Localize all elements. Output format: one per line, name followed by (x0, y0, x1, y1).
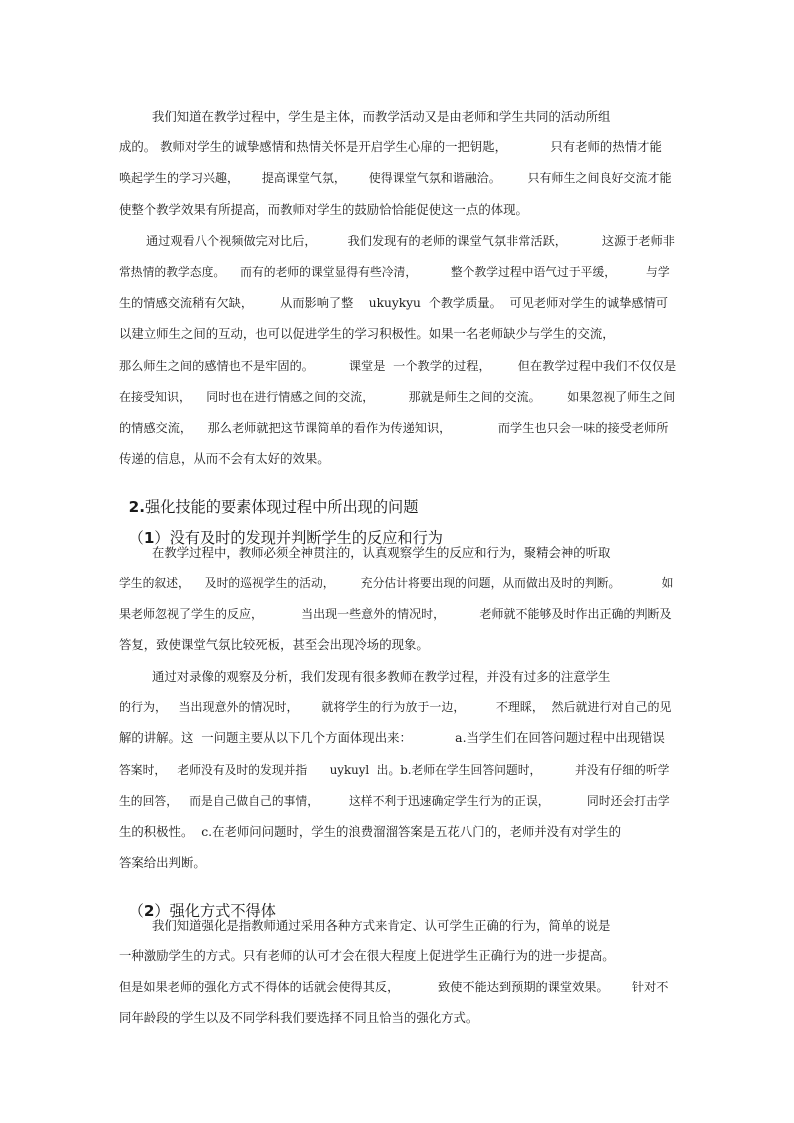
text-line: 答案给出判断。 (119, 855, 206, 870)
subsection-title: ）强化方式不得体 (154, 902, 276, 920)
subsection-number: 1 (143, 529, 155, 547)
text-line: 答案时， 老师没有及时的发现并指 uykuyl 出。b.老师在学生回答问题时， 并没有仔细的听学 (119, 763, 670, 777)
text-line: 以建立师生之间的互动，也可以促进学生的学习积极性。如果一名老师缺少与学生的交流， (119, 326, 615, 341)
text-line: 的情感交流， 那么老师就把这节课简单的看作为传递知识， 而学生也只会一味的接受老师所 (119, 421, 669, 435)
text-line: 我们知道在教学过程中，学生是主体，而教学活动又是由老师和学生共同的活动所组 (152, 109, 611, 124)
text-line: 的行为， 当出现意外的情况时， 就将学生的行为放于一边， 不理睬， 然后就进行对自己的见 (119, 700, 672, 714)
subsection-heading (119, 513, 443, 547)
text-line: 果老师忽视了学生的反应， 当出现一些意外的情况时， 老师就不能够及时作出正确的判断及 (119, 607, 672, 621)
text-line: 解的讲解。这 一问题主要从以下几个方面体现出来： a.当学生们在回答问题过程中出现错误 (119, 730, 665, 745)
text-line: 学生的叙述， 及时的巡视学生的活动， 充分估计将要出现的问题，从而做出及时的判断。 如 (119, 576, 674, 590)
text-line: 通过对录像的观察及分析，我们发现有很多教师在教学过程，并没有过多的注意学生 (152, 669, 611, 684)
subsection-number: 2 (143, 902, 155, 920)
text-line: 那么师生之间的感情也不是牢固的。 课堂是 一个教学的过程， 但在教学过程中我们不仅仅是 (119, 359, 677, 373)
text-line: 通过观看八个视频做完对比后， 我们发现有的老师的课堂气氛非常活跃， 这源于老师非 (146, 234, 675, 248)
text-line: 生的回答， 而是自己做自己的事情， 这样不利于迅速确定学生行为的正误， 同时还会打击学 (119, 794, 670, 808)
subsection-heading (119, 886, 276, 920)
text-line: 唤起学生的学习兴趣， 提高课堂气氛， 使得课堂气氛和谐融洽。 只有师生之间良好交流才能 (119, 171, 672, 185)
section-heading (119, 482, 419, 516)
text-line: 使整个教学效果有所提高，而教师对学生的鼓励恰恰能促使这一点的体现。 (119, 202, 528, 217)
text-line: 答复，致使课堂气氛比较死板，甚至会出现冷场的现象。 (119, 637, 429, 652)
text-line: 我们知道强化是指教师通过采用各种方式来肯定、认可学生正确的行为，简单的说是 (152, 918, 611, 933)
text-line: 生的积极性。 c.在老师问问题时，学生的浪费溜溜答案是五花八门的，老师并没有对学生的 (119, 824, 621, 839)
text-line: 一种激励学生的方式。只有老师的认可才会在很大程度上促进学生正确行为的进一步提高。 (119, 948, 615, 963)
subsection-title: ）没有及时的发现并判断学生的反应和行为 (154, 529, 443, 547)
subsection-prefix: （ (128, 902, 144, 920)
text-line: 在接受知识， 同时也在进行情感之间的交流， 那就是师生之间的交流。 如果忽视了师生之间 (119, 390, 676, 404)
text-line: 在教学过程中，教师必须全神贯注的，认真观察学生的反应和行为，聚精会神的听取 (152, 545, 611, 560)
text-line: 常热情的教学态度。 而有的老师的课堂显得有些冷清， 整个教学过程中语气过于平缓， 与学 (119, 265, 670, 279)
text-line: 生的情感交流稍有欠缺， 从而影响了整 ukuykyu 个教学质量。 可见老师对学生的诚挚感情可 (119, 296, 668, 310)
text-line: 但是如果老师的强化方式不得体的话就会使得其反， 致使不能达到预期的课堂效果。 针对不 (119, 980, 669, 994)
text-line: 同年龄段的学生以及不同学科我们要选择不同且恰当的强化方式。 (119, 1010, 479, 1025)
subsection-prefix: （ (128, 529, 144, 547)
text-line: 传递的信息，从而不会有太好的效果。 (119, 451, 330, 466)
section-title: 强化技能的要素体现过程中所出现的问题 (145, 498, 419, 516)
section-number: 2. (128, 498, 145, 516)
text-line: 成的。 教师对学生的诚挚感情和热情关怀是开启学生心扉的一把钥匙， 只有老师的热情才能 (119, 139, 662, 154)
